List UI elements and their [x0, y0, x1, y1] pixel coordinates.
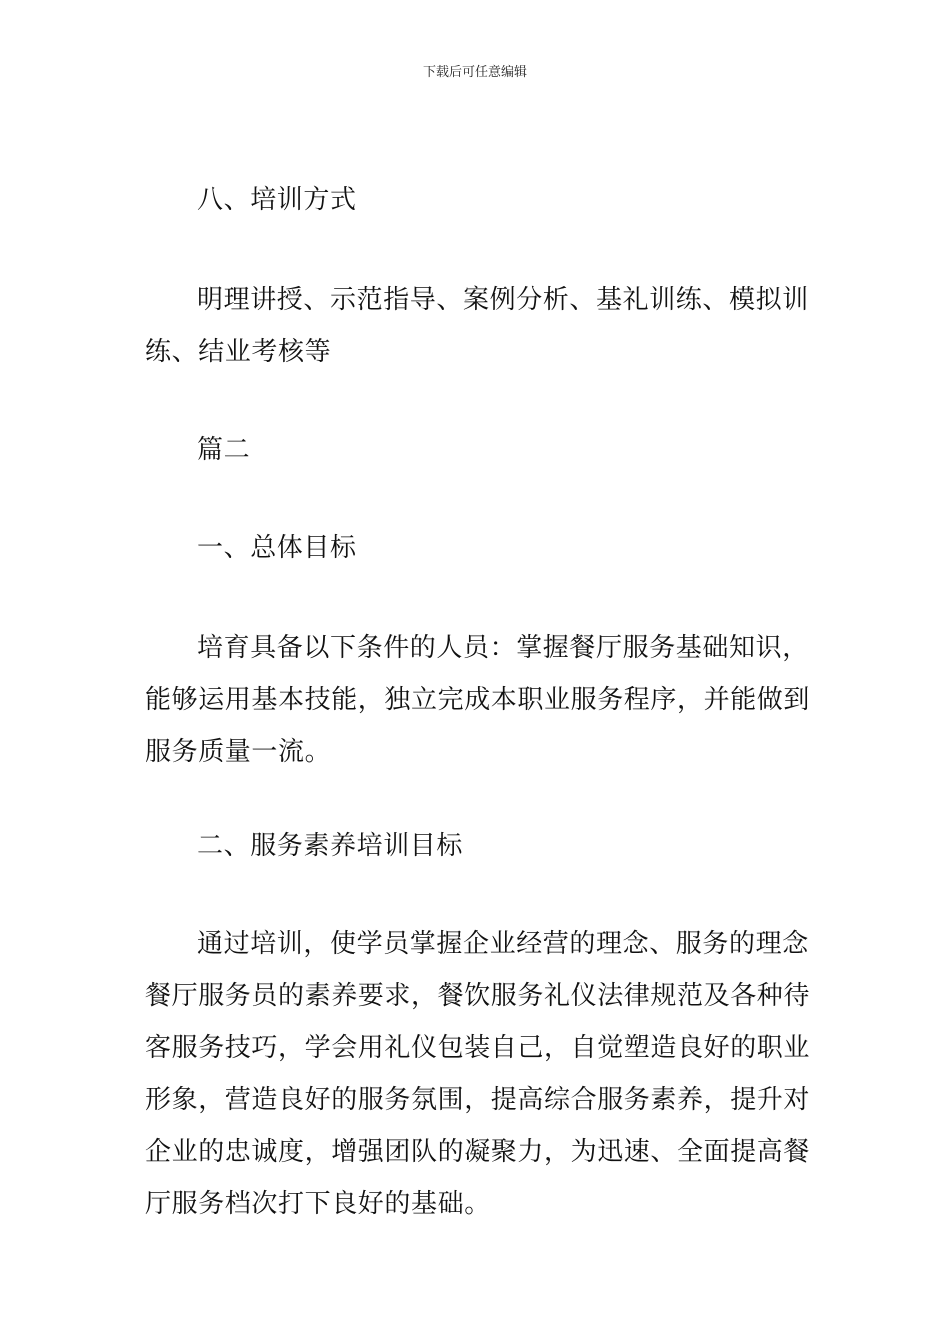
paragraph-service-quality-goal: 通过培训，使学员掌握企业经营的理念、服务的理念餐厅服务员的素养要求，餐饮服务礼仪法律规范及各种待客服务技巧，学会用礼仪包装自己，自觉塑造良好的职业形象，营造良好的服务氛围，提高综合服务素养，提升对企业的忠诚度，增强团队的凝聚力，为迅速、全面提高餐厅服务档次打下良好的基础。	[145, 929, 811, 1219]
page-header: 下载后可任意编辑	[422, 65, 527, 80]
section-heading-overall-goal: 一、总体目标	[197, 533, 357, 563]
section-heading-training-method: 八、培训方式	[197, 185, 357, 215]
paragraph-training-method: 明理讲授、示范指导、案例分析、基礼训练、模拟训练、结业考核等	[145, 285, 809, 367]
part-title: 篇二	[197, 435, 251, 465]
section-heading-service-quality-goal: 二、服务素养培训目标	[197, 831, 464, 861]
paragraph-overall-goal: 培育具备以下条件的人员：掌握餐厅服务基础知识，能够运用基本技能，独立完成本职业服务程序，并能做到服务质量一流。	[145, 633, 811, 767]
